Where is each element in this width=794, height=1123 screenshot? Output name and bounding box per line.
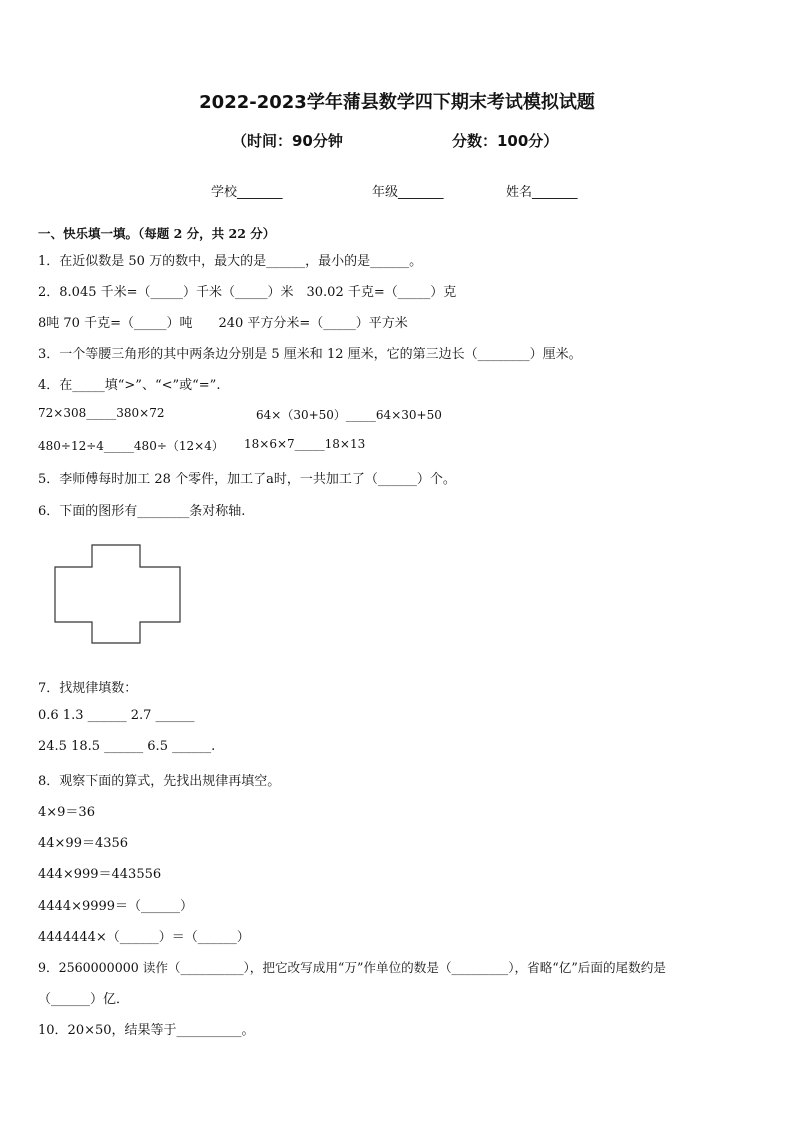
school-field[interactable]: 学校_______ — [211, 185, 283, 200]
question-8-line-4: 4444×9999＝（______） — [38, 899, 194, 914]
question-7: 7．找规律填数： — [38, 681, 138, 696]
question-7-sequence-a: 0.6 1.3 ______ 2.7 ______ — [38, 708, 195, 723]
page-title: 2022-2023学年蒲县数学四下期末考试模拟试题 — [199, 92, 595, 113]
exam-time: （时间：90分钟 — [232, 132, 343, 150]
question-4-item-c: 480÷12÷4_____480÷（12×4） — [38, 439, 224, 453]
question-10: 10．20×50，结果等于__________。 — [38, 1023, 255, 1038]
cross-shape-outline — [55, 545, 180, 643]
question-9-line-2: （______）亿． — [38, 992, 130, 1007]
question-8-line-5: 4444444×（______）＝（______） — [38, 930, 250, 945]
question-1: 1．在近似数是 50 万的数中，最大的是______，最小的是______。 — [38, 254, 423, 269]
question-2-line-1: 2．8.045 千米=（_____）千米（_____）米 30.02 千克=（_____）克 — [38, 285, 457, 300]
question-2-line-2: 8吨 70 千克=（_____）吨 240 平方分米=（_____）平方米 — [38, 316, 408, 331]
question-8: 8．观察下面的算式，先找出规律再填空。 — [38, 774, 281, 789]
question-8-line-1: 4×9＝36 — [38, 805, 95, 820]
question-7-sequence-b: 24.5 18.5 ______ 6.5 ______. — [38, 739, 216, 754]
question-3: 3．一个等腰三角形的其中两条边分别是 5 厘米和 12 厘米，它的第三边长（________）厘米。 — [38, 347, 582, 362]
question-8-line-2: 44×99＝4356 — [38, 836, 129, 851]
cross-shape-figure — [54, 544, 182, 644]
grade-field[interactable]: 年级_______ — [372, 185, 444, 200]
question-6: 6．下面的图形有________条对称轴. — [38, 504, 246, 519]
question-4-item-b: 64×（30+50）_____64×30+50 — [256, 408, 442, 422]
question-5: 5．李师傅每时加工 28 个零件，加工了a时，一共加工了（______）个。 — [38, 472, 456, 487]
question-9-line-1: 9．2560000000 读作（__________），把它改写成用“万”作单位的数是（_________），省略“亿”后面的尾数约是 — [38, 960, 666, 975]
exam-score: 分数：100分） — [452, 132, 559, 150]
name-field[interactable]: 姓名_______ — [506, 185, 578, 200]
question-4-item-d: 18×6×7_____18×13 — [244, 437, 366, 451]
section-heading: 一、快乐填一填。（每题 2 分，共 22 分） — [38, 226, 276, 241]
question-4: 4．在_____填“>”、“<”或“=”. — [38, 378, 221, 393]
question-8-line-3: 444×999＝443556 — [38, 867, 162, 882]
question-4-item-a: 72×308_____380×72 — [38, 406, 165, 420]
